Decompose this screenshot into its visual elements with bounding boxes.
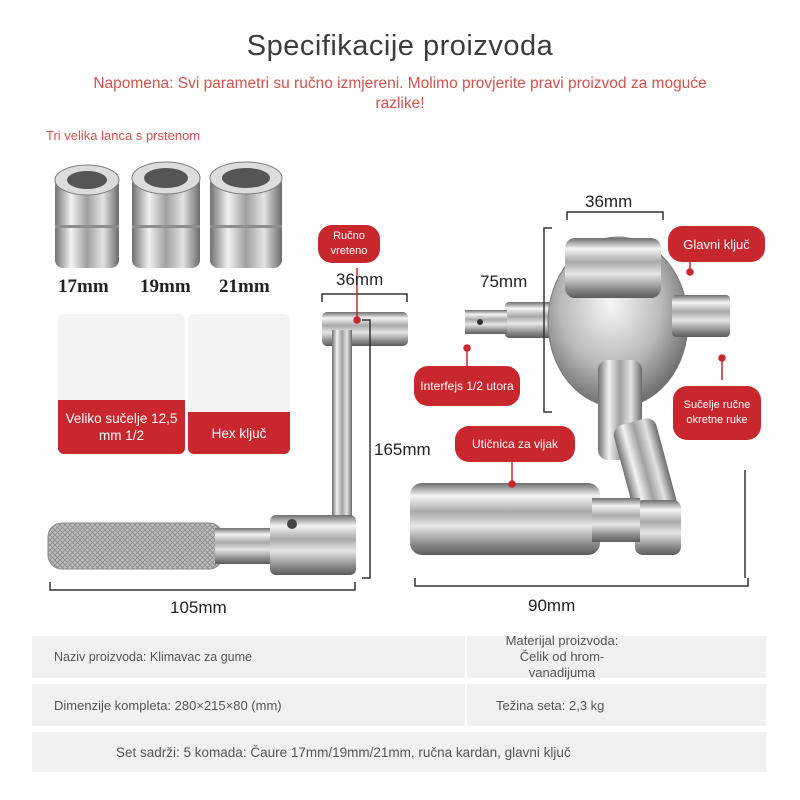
spec-divider (465, 636, 467, 678)
manual-spindle-label: Ručno vreteno (318, 225, 380, 263)
socket-21-size: 21mm (219, 276, 270, 297)
crank-width-dimension: 105mm (170, 598, 227, 617)
crank-top-dimension: 36mm (336, 270, 384, 289)
sockets-caption: Tri velika lanca s prstenom (46, 128, 201, 143)
socket-21-image (210, 162, 282, 268)
main-top-dimension: 36mm (585, 192, 633, 211)
spec-divider (465, 684, 467, 726)
main-key-label: Glavni ključ (668, 226, 765, 262)
hex-key-caption: Hex ključ (188, 412, 290, 454)
spec-product-name: Naziv proizvoda: Klimavac za gume (54, 650, 252, 664)
spec-contents: Set sadrži: 5 komada: Čaure 17mm/19mm/21mm, ručna kardan, glavni ključ (116, 744, 571, 760)
crank-height-dimension: 165mm (374, 440, 431, 459)
spec-material: Materijal proizvoda: Čelik od hrom-vanadijuma (505, 633, 619, 680)
hex-key-card (188, 314, 290, 454)
socket-19-image (132, 162, 200, 268)
large-interface-card (58, 314, 185, 454)
socket-17-size: 17mm (58, 276, 109, 297)
interface-label: Interfejs 1/2 utora (414, 366, 520, 406)
socket-17-image (55, 165, 119, 268)
main-height-dimension: 75mm (480, 272, 528, 291)
spec-row-2 (32, 684, 766, 726)
spec-weight: Težina seta: 2,3 kg (496, 697, 605, 713)
crank-interface-label: Sučelje ručne okretne ruke (673, 386, 761, 440)
spec-row-1 (32, 633, 766, 680)
socket-19-size: 19mm (140, 276, 191, 297)
screw-socket-label: Utičnica za vijak (455, 426, 575, 462)
spec-dimensions: Dimenzije kompleta: 280×215×80 (mm) (54, 697, 282, 713)
large-interface-caption: Veliko sučelje 12,5 mm 1/2 (58, 400, 185, 454)
spec-row-3 (32, 732, 766, 772)
page-title: Specifikacije proizvoda (246, 30, 554, 62)
socket-width-dimension: 90mm (528, 596, 576, 615)
measurement-note: Napomena: Svi parametri su ručno izmjereni. Molimo provjerite pravi proizvod za moguće razlike! (93, 75, 707, 112)
